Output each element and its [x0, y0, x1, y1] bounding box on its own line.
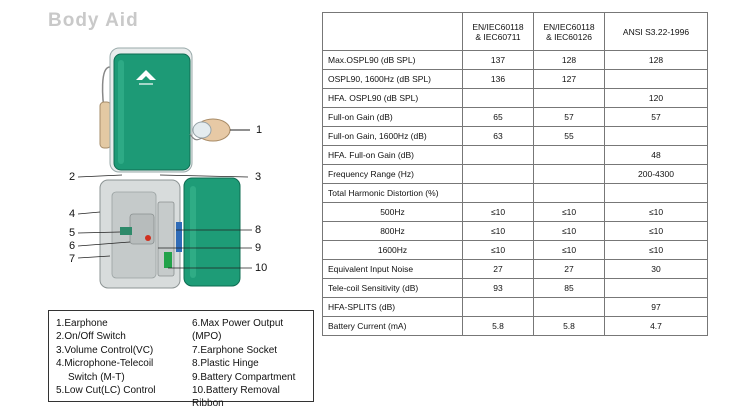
cord-clip — [100, 102, 111, 148]
table-row — [323, 241, 708, 260]
row-label: HFA-SPLITS (dB) — [323, 298, 463, 317]
legend-column-1 — [56, 317, 186, 397]
table-row — [323, 108, 708, 127]
row-label: Tele-coil Sensitivity (dB) — [323, 279, 463, 298]
value-cell — [605, 127, 708, 146]
specifications-table-body — [323, 13, 708, 336]
value-cell: ≤10 — [534, 222, 605, 241]
legend-item: 2.On/Off Switch — [56, 331, 126, 343]
row-label: 500Hz — [323, 203, 463, 222]
standard-header: ANSI S3.22-1996 — [605, 13, 708, 51]
value-cell: 65 — [463, 108, 534, 127]
table-row — [323, 51, 708, 70]
value-cell: 97 — [605, 298, 708, 317]
value-cell: ≤10 — [463, 241, 534, 260]
legend-item: 10.Battery Removal Ribbon — [192, 385, 280, 410]
value-cell: ≤10 — [534, 241, 605, 260]
callout-8: 8 — [255, 224, 262, 236]
page-title: Body Aid — [48, 10, 139, 31]
value-cell: 5.8 — [534, 317, 605, 336]
value-cell: 137 — [463, 51, 534, 70]
row-label: Equivalent Input Noise — [323, 260, 463, 279]
legend-item: 5.Low Cut(LC) Control — [56, 385, 156, 397]
value-cell — [463, 89, 534, 108]
legend-item: 7.Earphone Socket — [192, 344, 278, 356]
table-row — [323, 222, 708, 241]
legend-item: 8.Plastic Hinge — [192, 358, 259, 370]
value-cell: 85 — [534, 279, 605, 298]
row-label: OSPL90, 1600Hz (dB SPL) — [323, 70, 463, 89]
row-label: HFA. Full-on Gain (dB) — [323, 146, 463, 165]
value-cell: 27 — [534, 260, 605, 279]
device-front — [114, 54, 190, 170]
value-cell — [605, 70, 708, 89]
legend-item: 1.Earphone — [56, 318, 108, 329]
table-row — [323, 146, 708, 165]
callout-1: 1 — [256, 124, 263, 136]
body-aid-illustration — [40, 42, 280, 292]
callout-10: 10 — [255, 262, 268, 274]
callout-4: 4 — [69, 208, 76, 220]
table-row — [323, 165, 708, 184]
value-cell: ≤10 — [534, 203, 605, 222]
row-label: 1600Hz — [323, 241, 463, 260]
switch-block — [120, 227, 132, 235]
value-cell: 4.7 — [605, 317, 708, 336]
value-cell: 63 — [463, 127, 534, 146]
row-label: Battery Current (mA) — [323, 317, 463, 336]
value-cell: 128 — [534, 51, 605, 70]
value-cell: 127 — [534, 70, 605, 89]
legend-item: 3.Volume Control(VC) — [56, 344, 154, 356]
value-cell — [534, 89, 605, 108]
value-cell — [534, 184, 605, 203]
value-cell: ≤10 — [605, 241, 708, 260]
legend-item: 4.Microphone-Telecoil — [56, 358, 154, 370]
table-row — [323, 260, 708, 279]
table-row — [323, 70, 708, 89]
callout-5: 5 — [69, 227, 76, 239]
value-cell: 200-4300 — [605, 165, 708, 184]
legend-item: 9.Battery Compartment — [192, 371, 296, 383]
value-cell: 5.8 — [463, 317, 534, 336]
value-cell — [463, 165, 534, 184]
table-row — [323, 279, 708, 298]
value-cell: 55 — [534, 127, 605, 146]
row-label: HFA. OSPL90 (dB SPL) — [323, 89, 463, 108]
value-cell — [534, 146, 605, 165]
value-cell: 30 — [605, 260, 708, 279]
header-blank-cell — [323, 13, 463, 51]
callout-7: 7 — [69, 253, 76, 265]
value-cell — [605, 279, 708, 298]
parts-legend — [48, 310, 314, 410]
value-cell: ≤10 — [605, 203, 708, 222]
value-cell: ≤10 — [463, 203, 534, 222]
value-cell: 57 — [534, 108, 605, 127]
table-row — [323, 317, 708, 336]
table-row — [323, 298, 708, 317]
legend-item: 6.Max Power Output (MPO) — [192, 318, 284, 343]
value-cell — [463, 298, 534, 317]
value-cell: 57 — [605, 108, 708, 127]
volume-dial — [145, 235, 151, 241]
hinge-blue — [176, 222, 182, 252]
callout-2: 2 — [69, 171, 76, 183]
table-row — [323, 89, 708, 108]
standard-header: EN/IEC60118 & IEC60126 — [534, 13, 605, 51]
legend-column-2 — [192, 317, 312, 411]
value-cell — [534, 165, 605, 184]
legend-item: Switch (M-T) — [68, 371, 125, 383]
value-cell: ≤10 — [463, 222, 534, 241]
row-label: Full-on Gain, 1600Hz (dB) — [323, 127, 463, 146]
row-label: Frequency Range (Hz) — [323, 165, 463, 184]
table-row — [323, 203, 708, 222]
value-cell: ≤10 — [605, 222, 708, 241]
battery-ribbon — [164, 252, 172, 268]
value-cell: 27 — [463, 260, 534, 279]
value-cell: 120 — [605, 89, 708, 108]
value-cell — [463, 146, 534, 165]
value-cell: 48 — [605, 146, 708, 165]
callout-9: 9 — [255, 242, 262, 254]
callout-3: 3 — [255, 171, 262, 183]
table-row — [323, 127, 708, 146]
value-cell: 128 — [605, 51, 708, 70]
callout-6: 6 — [69, 240, 76, 252]
row-label: Full-on Gain (dB) — [323, 108, 463, 127]
value-cell: 93 — [463, 279, 534, 298]
row-label: 800Hz — [323, 222, 463, 241]
value-cell: 136 — [463, 70, 534, 89]
row-label: Total Harmonic Distortion (%) — [323, 184, 463, 203]
table-header-row — [323, 13, 708, 51]
table-row — [323, 184, 708, 203]
value-cell — [534, 298, 605, 317]
row-label: Max.OSPL90 (dB SPL) — [323, 51, 463, 70]
standard-header: EN/IEC60118 & IEC60711 — [463, 13, 534, 51]
specifications-table — [322, 12, 708, 336]
value-cell — [605, 184, 708, 203]
value-cell — [463, 184, 534, 203]
